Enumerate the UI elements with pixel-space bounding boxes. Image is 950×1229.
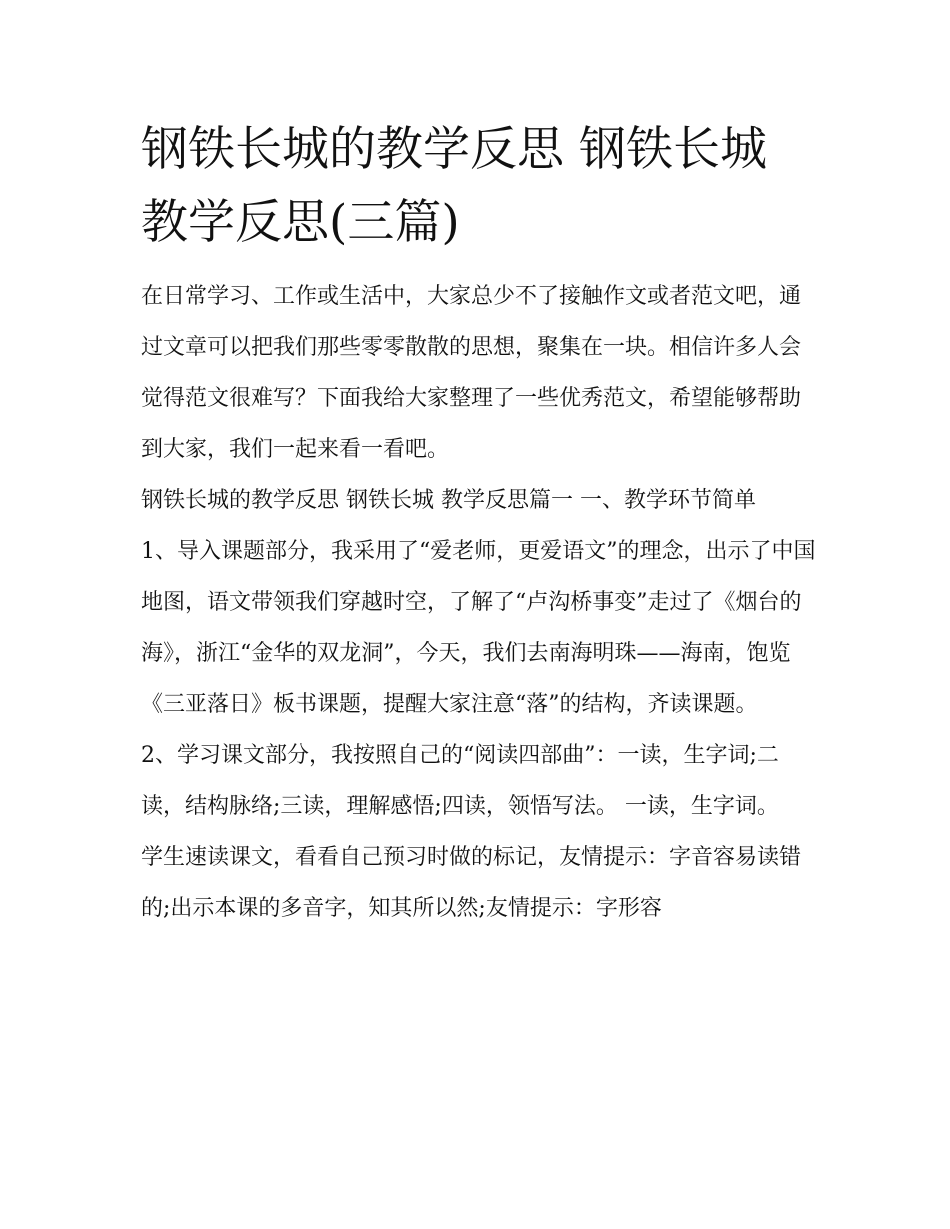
document-page [141,113,821,934]
paragraph-step-1: 1、导入课题部分，我采用了“爱老师，更爱语文”的理念，出示了中国地图，语文带领我们穿越时空，了解了“卢沟桥事变”走过了《烟台的海》，浙江“金华的双龙洞”，今天，我们去南海明珠——海南，饱览《三亚落日》板书课题，提醒大家注意“落”的结构，齐读课题。 [141,539,816,717]
paragraph-intro: 在日常学习、工作或生活中，大家总少不了接触作文或者范文吧，通过文章可以把我们那些零零散散的思想，聚集在一块。相信许多人会觉得范文很难写？下面我给大家整理了一些优秀范文，希望能够帮助到大家，我们一起来看一看吧。 [141,284,802,462]
paragraph-step-2: 2、学习课文部分，我按照自己的“阅读四部曲”：一读，生字词;二读，结构脉络;三读，理解感悟;四读，领悟写法。 一读，生字词。 [141,743,779,819]
paragraph-reading: 学生速读课文，看看自己预习时做的标记，友情提示：字音容易读错的;出示本课的多音字，知其所以然;友情提示：字形容 [141,845,802,921]
document-title: 钢铁长城的教学反思 钢铁长城 教学反思(三篇) [141,122,767,250]
paragraph-section-heading: 钢铁长城的教学反思 钢铁长城 教学反思篇一 一、教学环节简单 [141,488,756,513]
